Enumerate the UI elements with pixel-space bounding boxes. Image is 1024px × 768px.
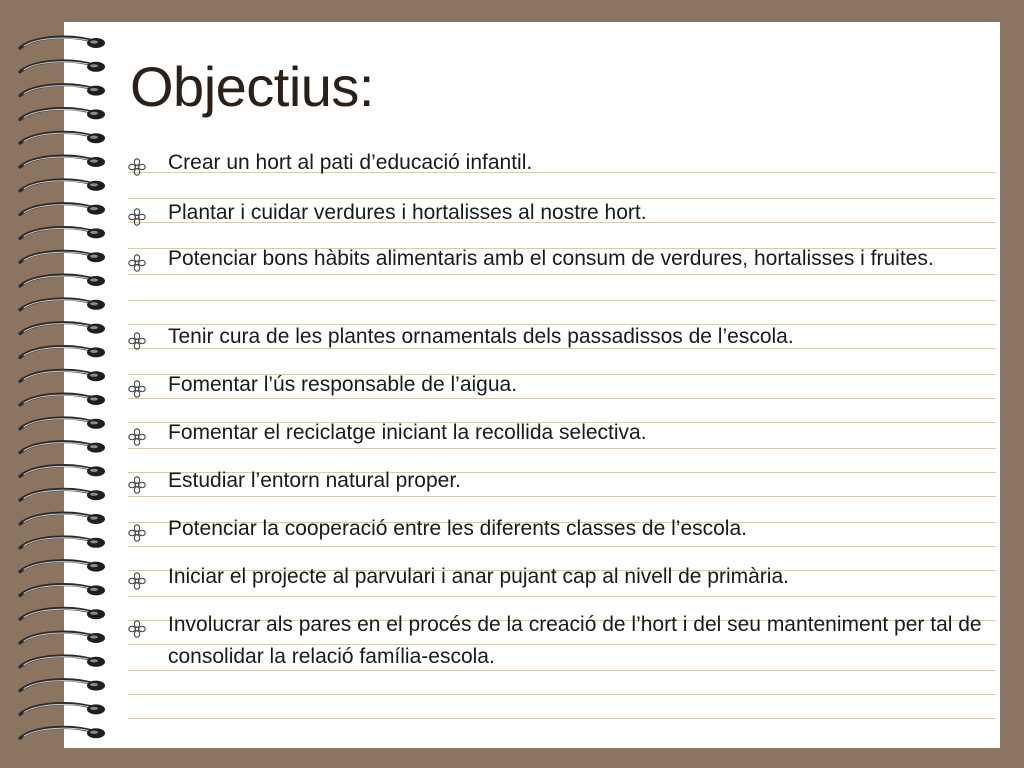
spiral-coil (20, 608, 105, 619)
ruled-line (128, 300, 996, 301)
spiral-coil (20, 156, 105, 167)
spiral-coil (20, 727, 105, 738)
ruled-line (128, 596, 996, 597)
spiral-coil (20, 180, 105, 191)
objective-text: Crear un hort al pati d’educació infantil. (168, 151, 533, 174)
spiral-coil (20, 323, 105, 334)
spiral-coil (20, 299, 105, 310)
objective-item (168, 609, 988, 673)
ruled-line (128, 694, 996, 695)
flower-bullet-icon (128, 616, 146, 634)
spiral-coil (20, 585, 105, 596)
slide-title: Objectius: (130, 55, 374, 118)
flower-bullet-icon (128, 204, 146, 222)
spiral-coil (20, 37, 105, 48)
flower-bullet-icon (128, 328, 146, 346)
spiral-coil (20, 489, 105, 500)
spiral-coil (20, 347, 105, 358)
spiral-coil (20, 228, 105, 239)
objective-item (168, 369, 988, 401)
objective-text: Potenciar bons hàbits alimentaris amb el consum de verdures, hortalisses i fruites. (168, 247, 934, 270)
objective-text: Estudiar l’entorn natural proper. (168, 469, 462, 492)
objective-item (168, 147, 988, 179)
spiral-coil (20, 132, 105, 143)
objective-item (168, 417, 988, 449)
spiral-coil (20, 370, 105, 381)
objective-item (168, 321, 988, 353)
spiral-coil (20, 251, 105, 262)
flower-bullet-icon (128, 472, 146, 490)
flower-bullet-icon (128, 250, 146, 268)
flower-bullet-icon (128, 568, 146, 586)
spiral-coil (20, 85, 105, 96)
objective-text: Fomentar el reciclatge iniciant la recollida selectiva. (168, 421, 647, 444)
flower-bullet-icon (128, 424, 146, 442)
spiral-coil (20, 61, 105, 72)
spiral-coil (20, 109, 105, 120)
spiral-coil (20, 275, 105, 286)
objective-text: Tenir cura de les plantes ornamentals dels passadissos de l’escola. (168, 325, 794, 348)
objective-text: Involucrar als pares en el procés de la creació de l’hort i del seu manteniment per tal de consolidar la relació família-escola. (168, 613, 982, 668)
spiral-coil (20, 442, 105, 453)
spiral-binding-icon (14, 30, 114, 750)
ruled-line (128, 718, 996, 719)
spiral-coil (20, 466, 105, 477)
spiral-coil (20, 537, 105, 548)
flower-bullet-icon (128, 520, 146, 538)
objective-text: Potenciar la cooperació entre les diferents classes de l’escola. (168, 517, 747, 540)
flower-bullet-icon (128, 154, 146, 172)
objective-item (168, 561, 988, 593)
objective-item (168, 513, 988, 545)
objective-item (168, 243, 988, 275)
spiral-coil (20, 394, 105, 405)
spiral-coil (20, 632, 105, 643)
spiral-coil (20, 680, 105, 691)
objective-text: Iniciar el projecte al parvulari i anar pujant cap al nivell de primària. (168, 565, 789, 588)
objective-item (168, 197, 988, 229)
notebook-page (64, 22, 1000, 748)
spiral-coil (20, 704, 105, 715)
spiral-coil (20, 561, 105, 572)
spiral-coil (20, 513, 105, 524)
spiral-coil (20, 204, 105, 215)
ruled-line (128, 546, 996, 547)
flower-bullet-icon (128, 376, 146, 394)
objective-text: Plantar i cuidar verdures i hortalisses al nostre hort. (168, 201, 647, 224)
objective-text: Fomentar l’ús responsable de l’aigua. (168, 373, 518, 396)
spiral-coil (20, 656, 105, 667)
spiral-coil (20, 418, 105, 429)
objective-item (168, 465, 988, 497)
